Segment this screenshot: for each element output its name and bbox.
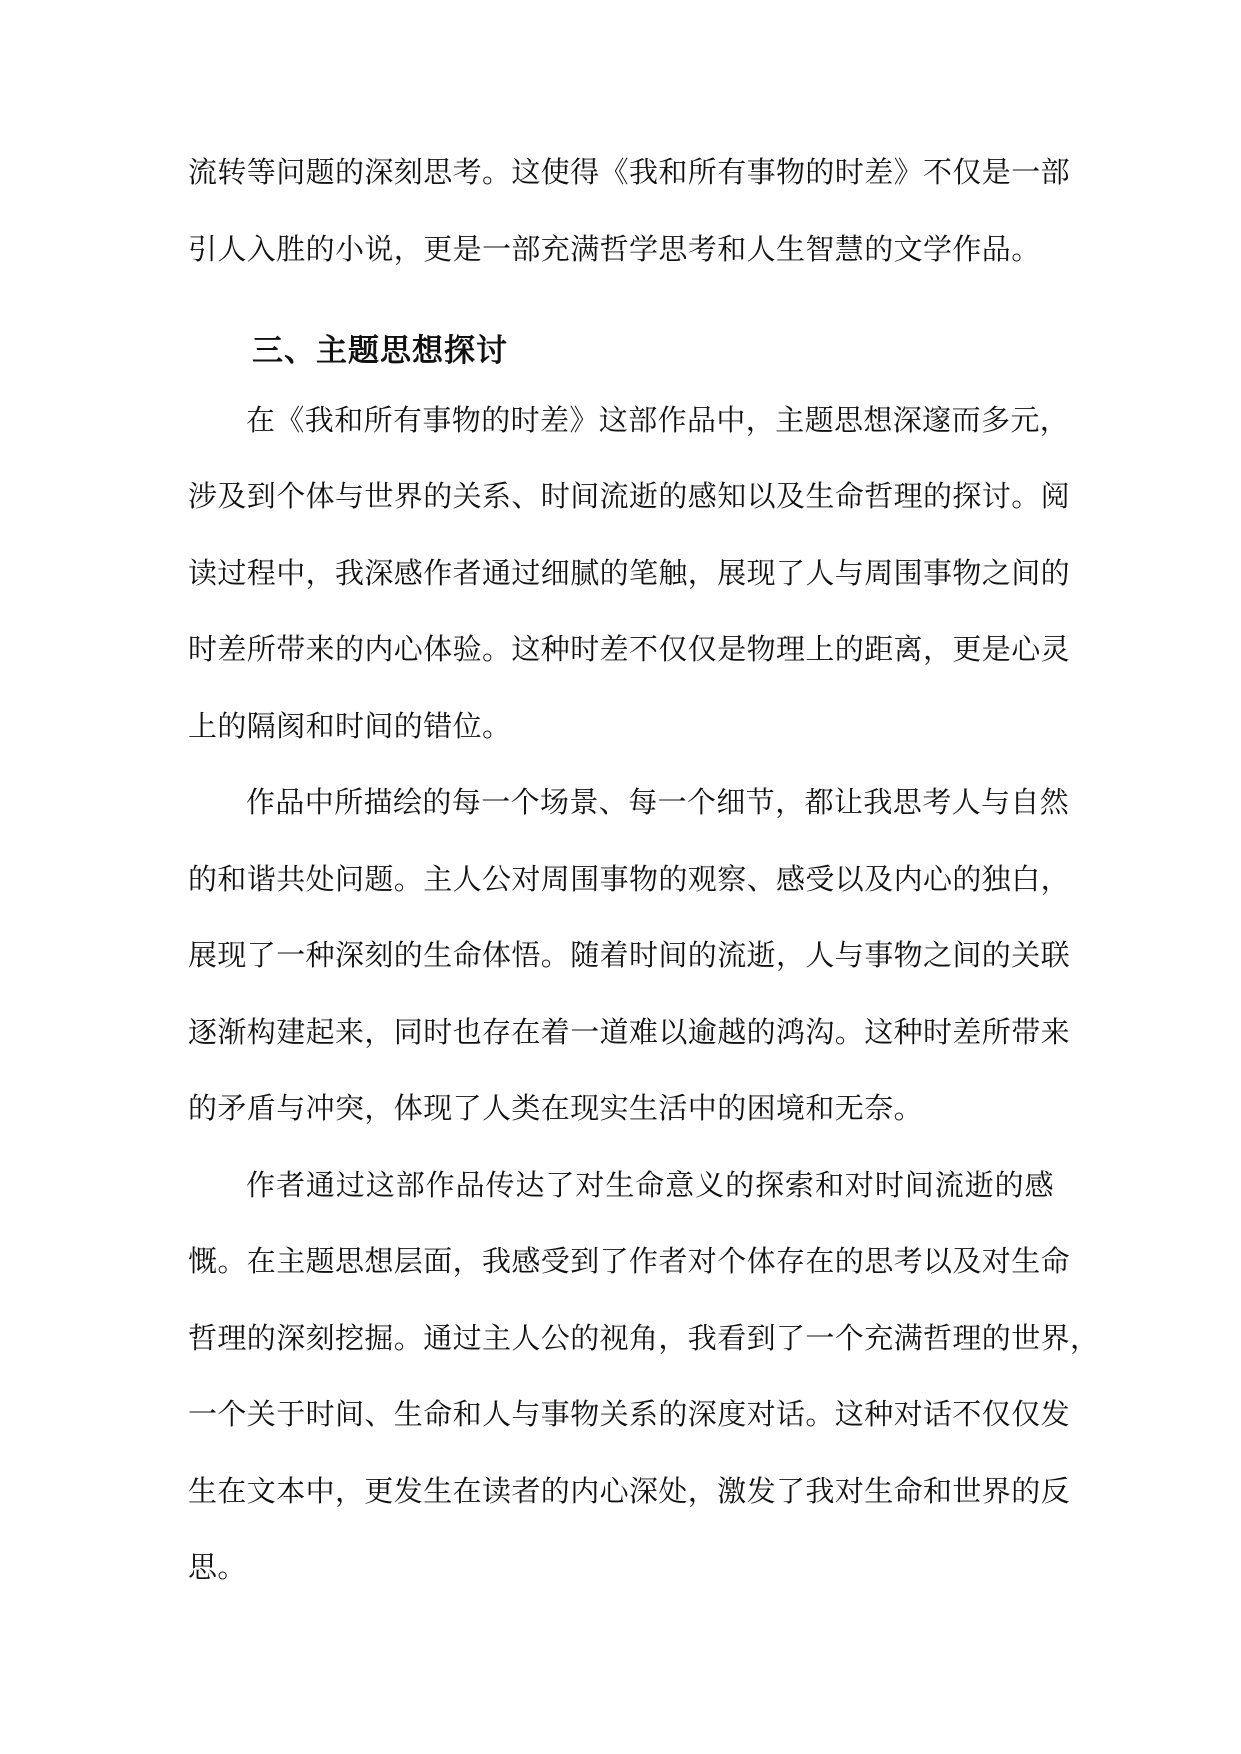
text-line: 的和谐共处问题。主人公对周围事物的观察、感受以及内心的独白， <box>188 861 1071 896</box>
paragraph <box>188 1155 1100 1614</box>
text-line: 作者通过这部作品传达了对生命意义的探索和对时间流逝的感 <box>246 1167 1054 1202</box>
document-body <box>188 142 1100 1614</box>
text-line: 展现了一种深刻的生命体悟。随着时间的流逝，人与事物之间的关联 <box>188 938 1071 972</box>
text-line: 上的隔阂和时间的错位。 <box>188 708 512 743</box>
section-heading: 三、主题思想探讨 <box>252 333 508 369</box>
paragraph <box>188 390 1071 773</box>
text-line: 逐渐构建起来，同时也存在着一道难以逾越的鸿沟。这种时差所带来 <box>188 1014 1071 1049</box>
text-line: 涉及到个体与世界的关系、时间流逝的感知以及生命哲理的探讨。阅 <box>188 479 1071 513</box>
text-line: 流转等问题的深刻思考。这使得《我和所有事物的时差》不仅是一部 <box>188 155 1071 189</box>
text-line: 一个关于时间、生命和人与事物关系的深度对话。这种对话不仅仅发 <box>188 1397 1071 1431</box>
spacer <box>188 295 1054 313</box>
text-line: 引人入胜的小说，更是一部充满哲学思考和人生智慧的文学作品。 <box>188 231 1041 266</box>
text-line: 慨。在主题思想层面，我感受到了作者对个体存在的思考以及对生命 <box>188 1244 1071 1278</box>
text-line: 的矛盾与冲突，体现了人类在现实生活中的困境和无奈。 <box>188 1091 924 1125</box>
text-line: 读过程中，我深感作者通过细腻的笔触，展现了人与周围事物之间的 <box>188 555 1071 590</box>
text-line: 时差所带来的内心体验。这种时差不仅仅是物理上的距离，更是心灵 <box>188 632 1071 666</box>
paragraph <box>188 772 1071 1155</box>
text-line: 生在文本中，更发生在读者的内心深处，激发了我对生命和世界的反 <box>188 1473 1071 1508</box>
text-line: 在《我和所有事物的时差》这部作品中，主题思想深邃而多元， <box>246 402 1070 437</box>
text-line: 作品中所描绘的每一个场景、每一个细节，都让我思考人与自然 <box>246 785 1070 819</box>
text-line: 哲理的深刻挖掘。通过主人公的视角，我看到了一个充满哲理的世界， <box>188 1320 1100 1355</box>
text-line: 思。 <box>188 1550 247 1584</box>
